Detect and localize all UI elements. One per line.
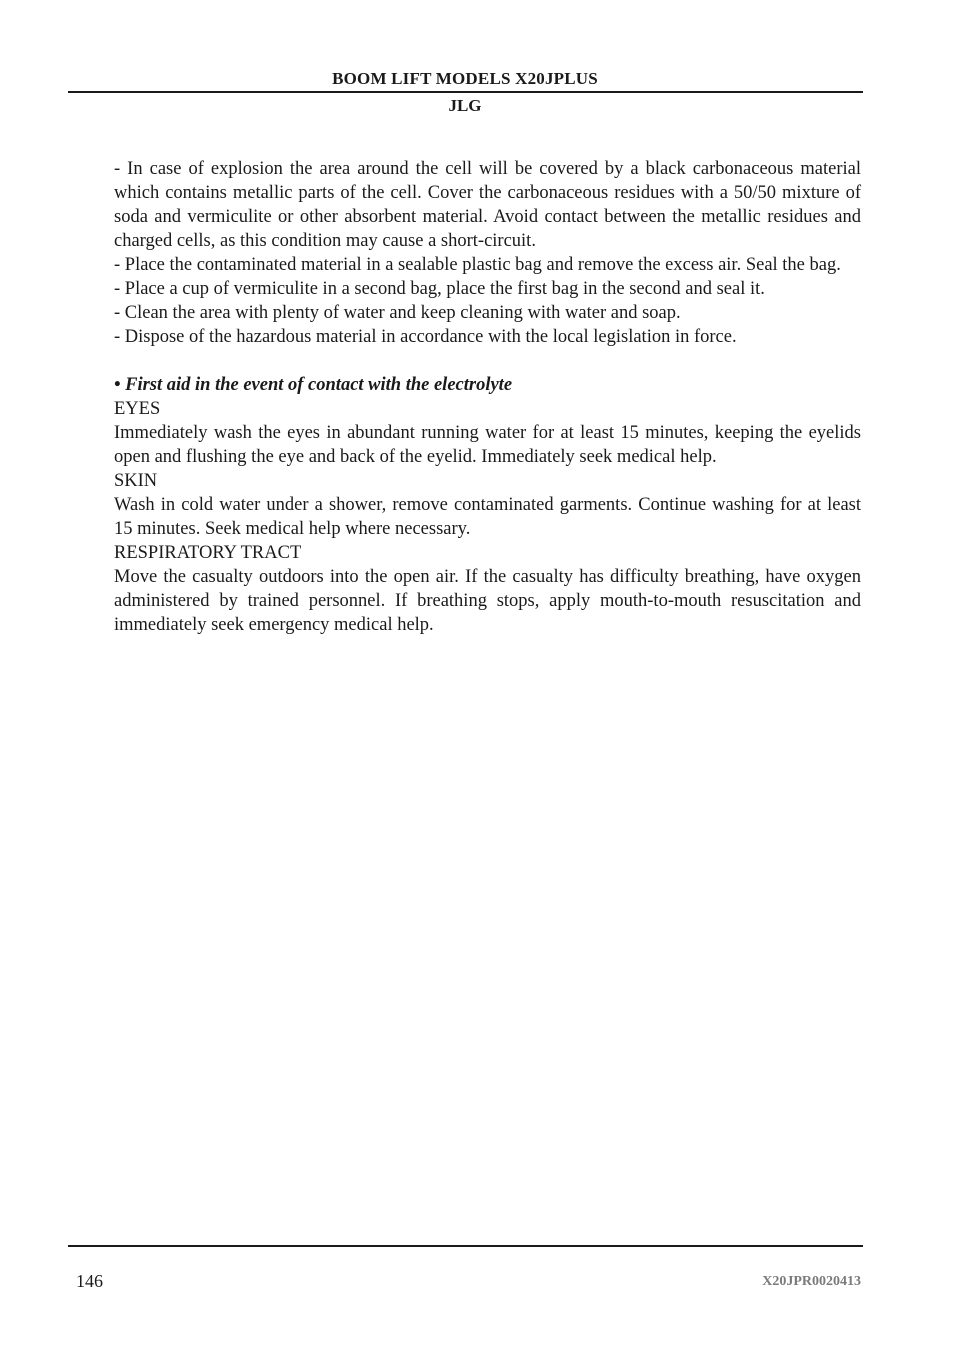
paragraph-dispose: - Dispose of the hazardous material in accordance with the local legislation in force. bbox=[114, 327, 737, 347]
paragraph-contaminated-bag: - Place the contaminated material in a sealable plastic bag and remove the excess air. Seal the bag. bbox=[114, 255, 841, 275]
respiratory-text: Move the casualty outdoors into the open air. If the casualty has difficulty breathing, have oxygen administered by trained personnel. If breathing stops, apply mouth-to-mouth resuscitation and immediately seek emergency medical help. bbox=[114, 567, 861, 635]
respiratory-label: RESPIRATORY TRACT bbox=[114, 543, 302, 563]
eyes-label: EYES bbox=[114, 399, 161, 419]
header-brand: JLG bbox=[448, 96, 482, 115]
paragraph-explosion: - In case of explosion the area around the cell will be covered by a black carbonaceous material which contains metallic parts of the cell. Cover the carbonaceous residues with a 50/50 mixture of soda and vermiculite or other absorbent material. Avoid contact between the metallic residues and charged cells, as this condition may cause a short-circuit. bbox=[114, 159, 861, 251]
eyes-text: Immediately wash the eyes in abundant running water for at least 15 minutes, keeping the eyelids open and flushing the eye and back of the eyelid. Immediately seek medical help. bbox=[114, 423, 861, 467]
header-divider bbox=[68, 91, 863, 93]
first-aid-heading: • First aid in the event of contact with the electrolyte bbox=[114, 375, 513, 395]
page-content bbox=[114, 157, 861, 637]
skin-text: Wash in cold water under a shower, remove contaminated garments. Continue washing for at least 15 minutes. Seek medical help where necessary. bbox=[114, 495, 861, 539]
section-spacer bbox=[114, 349, 861, 373]
page-number: 146 bbox=[76, 1271, 103, 1291]
paragraph-vermiculite: - Place a cup of vermiculite in a second bag, place the first bag in the second and seal it. bbox=[114, 279, 765, 299]
paragraph-clean-area: - Clean the area with plenty of water and keep cleaning with water and soap. bbox=[114, 303, 681, 323]
header-title: BOOM LIFT MODELS X20JPLUS bbox=[332, 69, 598, 88]
footer-divider bbox=[68, 1245, 863, 1247]
skin-label: SKIN bbox=[114, 471, 158, 491]
document-code: X20JPR0020413 bbox=[762, 1274, 861, 1289]
